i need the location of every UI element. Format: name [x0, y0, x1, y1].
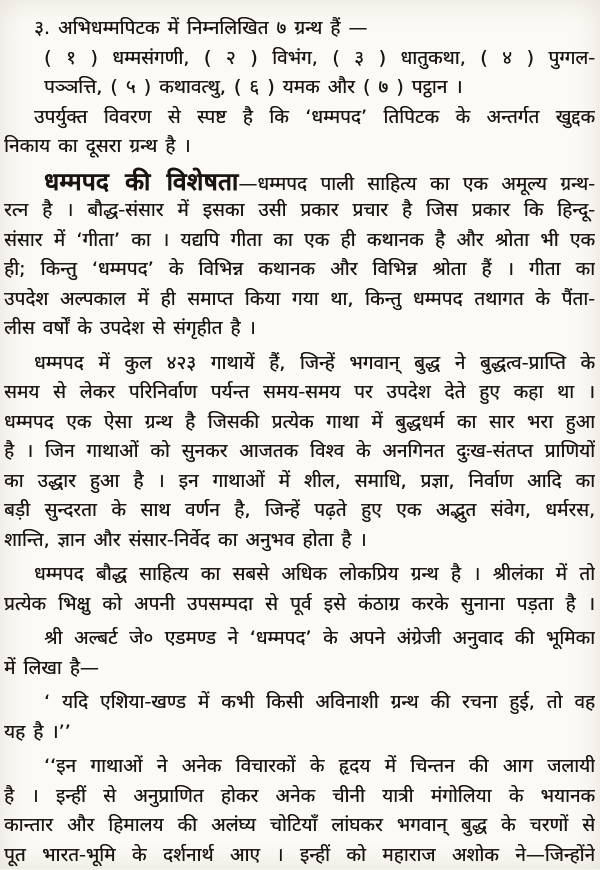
text-run: यह है ।’’: [4, 721, 71, 743]
text-line: [4, 718, 595, 748]
text-run: संसार में ‘गीता’ का । यद्यपि गीता का एक ही कथानक है और श्रोता भी एक: [4, 229, 595, 251]
text-line: [4, 408, 595, 438]
text-line: [4, 654, 595, 684]
text-line: [4, 44, 595, 74]
text-run: पूत भारत-भूमि के दर्शनार्थ आए । इन्हीं को महाराज अशोक ने—जिन्होंने: [4, 844, 595, 866]
text-run: ‘ यदि एशिया-खण्ड में कभी किसी अविनाशी ग्रन्थ की रचना हुई, तो वह: [44, 691, 595, 713]
text-line: [4, 841, 595, 870]
text-line: [4, 560, 595, 590]
text-line: [4, 811, 595, 841]
text-line: [4, 526, 595, 556]
text-line: [4, 132, 595, 162]
text-run: ही; किन्तु ‘धम्मपद’ के विभिन्न कथानक और विभिन्न श्रोता हैं । गीता का: [4, 258, 595, 280]
text-run: में लिखा है—: [4, 657, 99, 679]
text-line: [4, 285, 595, 315]
text-run: निकाय का दूसरा ग्रन्थ है ।: [4, 135, 191, 157]
text-line: [4, 14, 595, 44]
text-run: उपर्युक्त विवरण से स्पष्ट है कि ‘धम्मपद’ तिपिटक के अन्तर्गत खुद्दक: [34, 106, 595, 128]
text-run: धम्मपद में कुल ४२३ गाथायें हैं, जिन्हें भगवान् बुद्ध ने बुद्धत्व-प्राप्ति के: [34, 352, 595, 374]
text-line: [4, 196, 595, 226]
text-line: [4, 624, 595, 654]
text-run: श्री अल्बर्ट जे० एडमण्ड ने ‘धम्मपद’ के अपने अंग्रेजी अनुवाद की भूमिका: [44, 627, 595, 649]
text-line: [4, 167, 595, 197]
text-line: [4, 496, 595, 526]
text-run: समय से लेकर परिनिर्वाण पर्यन्त समय-समय पर उपदेश देते हुए कहा था ।: [4, 381, 595, 403]
text-run: धम्मपद एक ऐसा ग्रन्थ है जिसकी प्रत्येक गाथा में बुद्धधर्म का सार भरा हुआ: [4, 411, 595, 433]
text-line: [4, 255, 595, 285]
text-run: उपदेश अल्पकाल में ही समाप्त किया गया था, किन्तु धम्मपद तथागत के पैंता-: [4, 288, 595, 310]
text-run: बड़ी सुन्दरता के साथ वर्णन है, जिन्हें पढ़ते हुए एक अद्भुत संवेग, धर्मरस,: [4, 499, 595, 521]
body-text: [4, 14, 595, 870]
text-line: [4, 782, 595, 812]
text-line: [4, 467, 595, 497]
text-run: कान्तार और हिमालय की अलंघ्य चोटियाँ लांघकर भगवान् बुद्ध के चरणों से: [4, 814, 595, 836]
text-run: शान्ति, ज्ञान और संसार-निर्वेद का अनुभव होता है ।: [4, 529, 367, 551]
text-run: रत्न है । बौद्ध-संसार में इसका उसी प्रकार प्रचार है जिस प्रकार कि हिन्दू-: [4, 199, 595, 221]
text-run: लीस वर्षों के उपदेश से संगृहीत है ।: [4, 317, 256, 339]
text-run: का उद्धार हुआ है । इन गाथाओं में शील, समाधि, प्रज्ञा, निर्वाण आदि का: [4, 470, 595, 492]
text-line: [4, 378, 595, 408]
text-run: है । जिन गाथाओं को सुनकर आजतक विश्व के अनगिनत दुःख-संतप्त प्राणियों: [4, 440, 595, 462]
text-line: [4, 437, 595, 467]
text-line: [4, 73, 595, 103]
text-line: [4, 226, 595, 256]
section-heading: धम्मपद की विशेषता: [44, 167, 238, 196]
text-run: प्रत्येक भिक्षु को अपनी उपसम्पदा से पूर्व इसे कंठाग्र करके सुनाना पड़ता है ।: [4, 593, 595, 615]
text-run: ( १ ) धम्मसंगणी, ( २ ) विभंग, ( ३ ) धातुकथा, ( ४ ) पुग्गल-: [44, 47, 595, 69]
text-run: धम्मपद बौद्ध साहित्य का सबसे अधिक लोकप्रिय ग्रन्थ है । श्रीलंका में तो: [34, 563, 595, 585]
text-run: ३. अभिधम्मपिटक में निम्नलिखित ७ ग्रन्थ हैं —: [34, 17, 367, 39]
text-run: ‘‘इन गाथाओं ने अनेक विचारकों के हृदय में चिन्तन की आग जलायी: [44, 755, 595, 777]
text-line: [4, 314, 595, 344]
text-line: [4, 103, 595, 133]
text-line: [4, 688, 595, 718]
text-line: [4, 752, 595, 782]
text-line: [4, 349, 595, 379]
text-run: —धम्मपद पाली साहित्य का एक अमूल्य ग्रन्थ-: [238, 173, 595, 195]
text-run: पञ्ञत्ति, ( ५ ) कथावत्थु, ( ६ ) यमक और ( ७ ) पट्ठान ।: [44, 76, 462, 98]
text-line: [4, 590, 595, 620]
text-run: है । इन्हीं से अनुप्राणित होकर अनेक चीनी यात्री मंगोलिया के भयानक: [4, 785, 595, 807]
